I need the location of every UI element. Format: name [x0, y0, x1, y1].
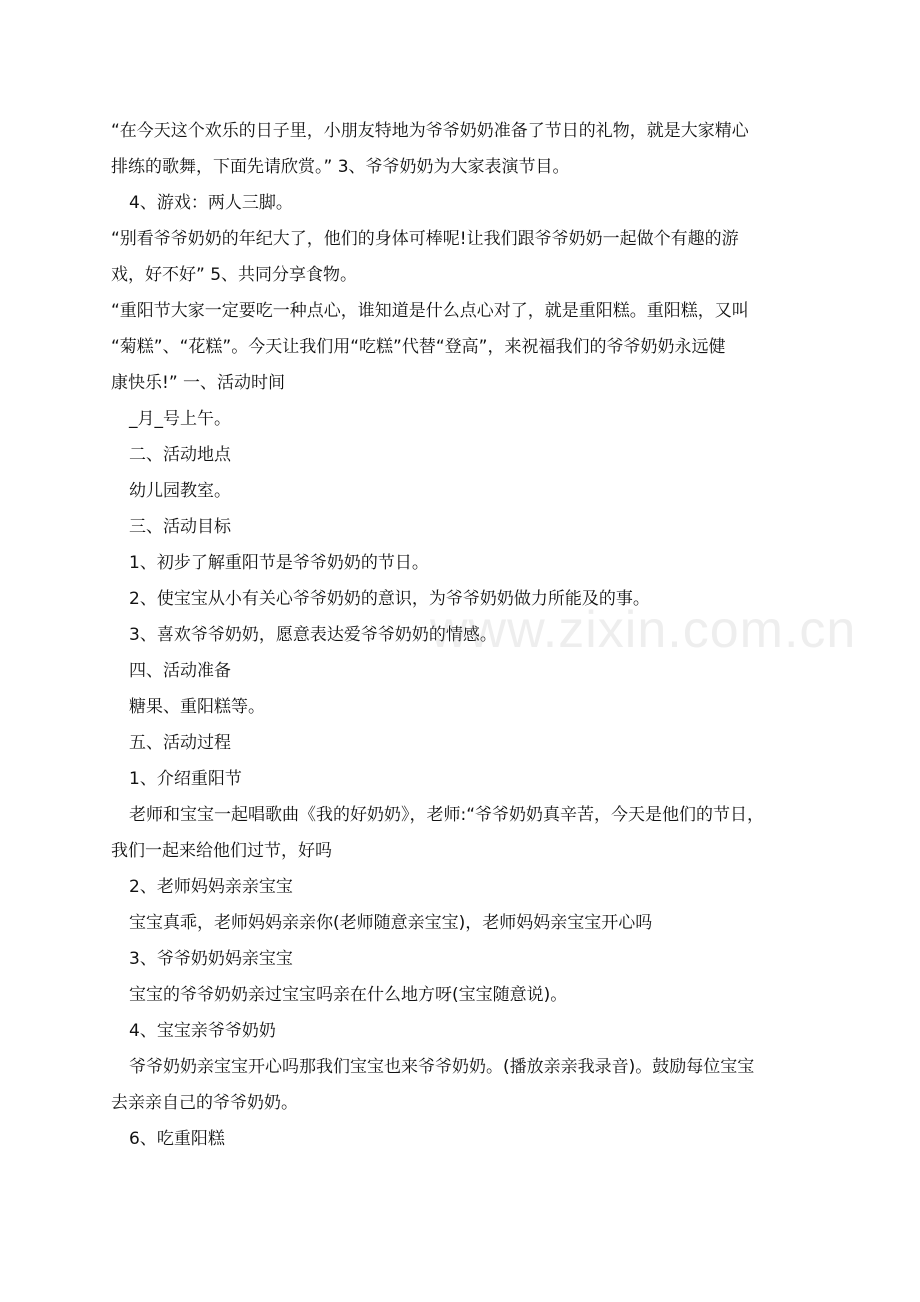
- text-line: 1、初步了解重阳节是爷爷奶奶的节日。: [129, 553, 429, 573]
- text-line: 五、活动过程: [129, 733, 231, 753]
- text-line: 三、活动目标: [129, 517, 231, 537]
- text-line: 戏，好不好” 5、共同分享食物。: [111, 265, 358, 285]
- text-line: 6、吃重阳糕: [129, 1129, 225, 1149]
- text-line: 3、喜欢爷爷奶奶，愿意表达爱爷爷奶奶的情感。: [129, 625, 497, 645]
- text-line: 4、游戏：两人三脚。: [129, 193, 293, 213]
- text-line: _月_号上午。: [129, 409, 231, 429]
- watermark: www.zixin.com.cn: [430, 601, 857, 659]
- text-line: 糖果、重阳糕等。: [129, 697, 265, 717]
- text-line: 排练的歌舞，下面先请欣赏。” 3、爷爷奶奶为大家表演节目。: [111, 157, 570, 177]
- text-line: 去亲亲自己的爷爷奶奶。: [111, 1093, 298, 1113]
- text-line: 2、使宝宝从小有关心爷爷奶奶的意识，为爷爷奶奶做力所能及的事。: [129, 589, 650, 609]
- text-line: 宝宝的爷爷奶奶亲过宝宝吗亲在什么地方呀(宝宝随意说)。: [129, 985, 568, 1005]
- text-line: “重阳节大家一定要吃一种点心，谁知道是什么点心对了，就是重阳糕。重阳糕，又叫: [111, 301, 749, 321]
- text-line: 1、介绍重阳节: [129, 769, 242, 789]
- text-line: “在今天这个欢乐的日子里，小朋友特地为爷爷奶奶准备了节日的礼物，就是大家精心: [111, 121, 749, 141]
- text-line: “菊糕”、“花糕”。今天让我们用“吃糕”代替“登高”，来祝福我们的爷爷奶奶永远健: [111, 337, 726, 357]
- text-line: “别看爷爷奶奶的年纪大了，他们的身体可棒呢!让我们跟爷爷奶奶一起做个有趣的游: [111, 229, 739, 249]
- text-line: 老师和宝宝一起唱歌曲《我的好奶奶》，老师:“爷爷奶奶真辛苦，今天是他们的节日，: [129, 805, 765, 825]
- text-line: 2、老师妈妈亲亲宝宝: [129, 877, 293, 897]
- text-line: 二、活动地点: [129, 445, 231, 465]
- text-line: 3、爷爷奶奶妈亲宝宝: [129, 949, 293, 969]
- text-line: 4、宝宝亲爷爷奶奶: [129, 1021, 276, 1041]
- text-line: 幼儿园教室。: [129, 481, 231, 501]
- text-line: 我们一起来给他们过节，好吗: [111, 841, 332, 861]
- text-line: 四、活动准备: [129, 661, 231, 681]
- text-line: 爷爷奶奶亲宝宝开心吗那我们宝宝也来爷爷奶奶。(播放亲亲我录音)。鼓励每位宝宝: [129, 1057, 755, 1077]
- text-line: 康快乐!” 一、活动时间: [111, 373, 286, 393]
- text-line: 宝宝真乖，老师妈妈亲亲你(老师随意亲宝宝)，老师妈妈亲宝宝开心吗: [129, 913, 653, 933]
